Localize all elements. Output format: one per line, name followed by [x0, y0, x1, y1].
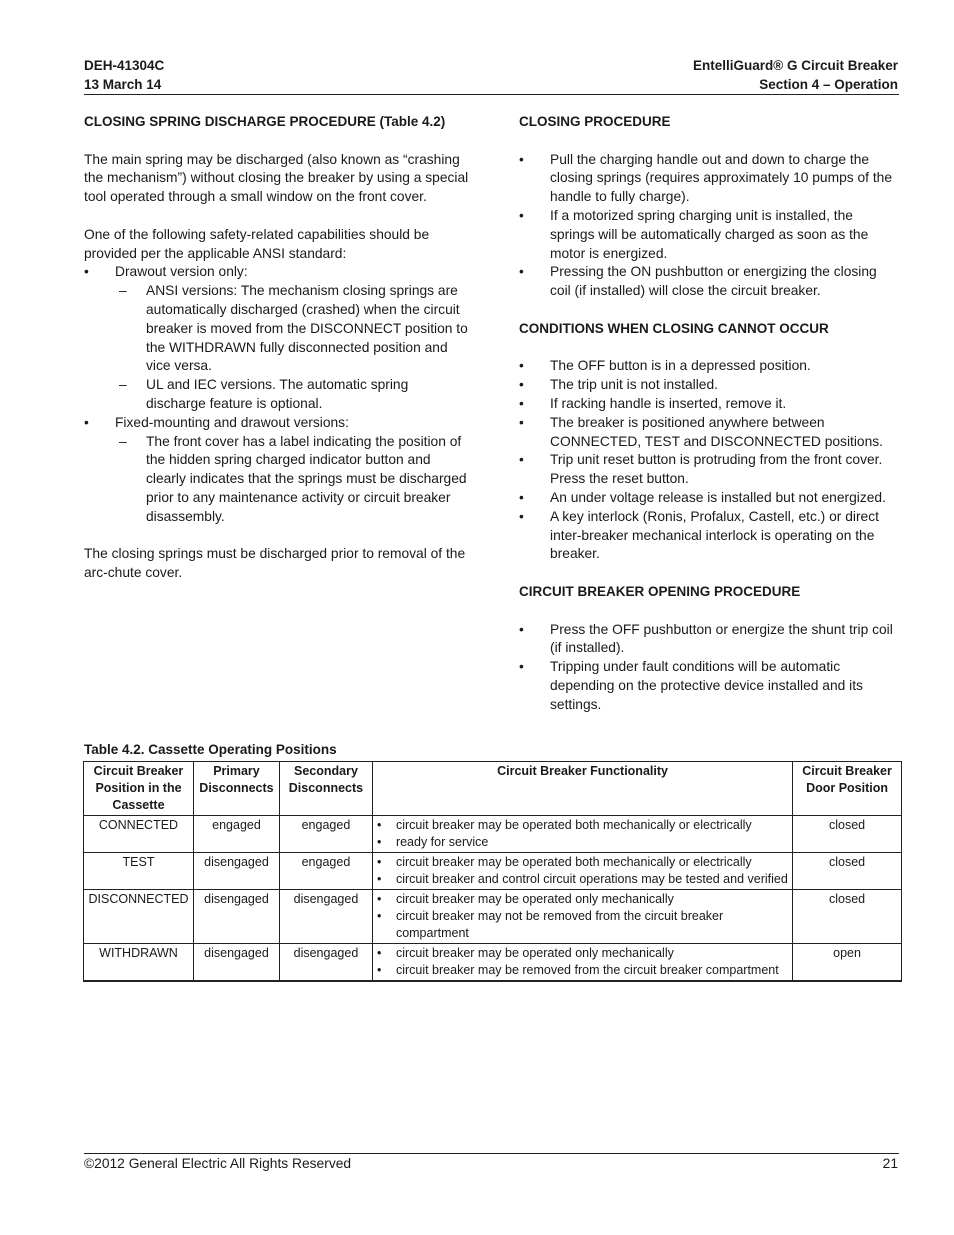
position-cell: WITHDRAWN	[84, 944, 194, 982]
list-item	[519, 451, 899, 489]
functionality-item	[377, 908, 788, 942]
list-item-text: Fixed-mounting and drawout versions:	[115, 414, 349, 430]
discharge-paragraph-3: The closing springs must be discharged prior to removal of the arc-chute cover.	[84, 546, 466, 581]
functionality-text: ready for service	[395, 835, 489, 849]
sub-list-item-text: The front cover has a label indicating the position of the hidden spring charged indicator button and clearly indicates that the springs must be discharged prior to any maintenance activity or circuit breaker disassembly.	[146, 433, 467, 524]
functionality-cell	[372, 944, 792, 982]
bullet-marker: •	[376, 892, 382, 906]
functionality-cell	[372, 890, 792, 944]
discharge-heading: CLOSING SPRING DISCHARGE PROCEDURE (Table 4.2)	[84, 114, 446, 129]
bullet-marker: •	[376, 818, 382, 832]
doc-number: DEH-41304C	[84, 58, 165, 73]
opening-procedure-heading: CIRCUIT BREAKER OPENING PROCEDURE	[519, 583, 801, 599]
functionality-text: circuit breaker may be operated only mechanically	[395, 946, 674, 960]
left-column	[84, 113, 469, 583]
dash-marker: –	[119, 377, 127, 393]
bullet-marker: •	[376, 872, 382, 886]
position-cell: TEST	[84, 853, 194, 890]
sub-list-item-text: ANSI versions: The mechanism closing springs are automatically discharged (crashed) when the circuit breaker is moved from the DISCONNECT position to the WITHDRAWN fully disconnected position and vice versa.	[146, 283, 468, 374]
list-item-text: Drawout version only:	[115, 264, 248, 280]
list-item	[519, 207, 899, 263]
bullet-marker: •	[519, 414, 524, 430]
door-cell: closed	[793, 890, 902, 944]
list-item-text: The OFF button is in a depressed position.	[550, 358, 811, 374]
table-caption: Table 4.2. Cassette Operating Positions	[84, 742, 337, 757]
secondary-cell: disengaged	[279, 944, 372, 982]
list-item-text: If racking handle is inserted, remove it.	[550, 395, 787, 411]
list-item	[84, 414, 469, 527]
list-item-text: The trip unit is not installed.	[550, 377, 718, 393]
functionality-item	[377, 834, 788, 851]
table-row	[84, 944, 902, 982]
functionality-item	[377, 817, 788, 834]
functionality-text: circuit breaker may be operated both mechanically or electrically	[395, 818, 752, 832]
functionality-text: circuit breaker and control circuit operations may be tested and verified	[395, 872, 788, 886]
bullet-marker: •	[519, 151, 524, 167]
column-header: Secondary Disconnects	[279, 762, 372, 816]
list-item	[84, 263, 469, 413]
bullet-marker: •	[84, 414, 89, 430]
secondary-cell: engaged	[279, 853, 372, 890]
bullet-marker: •	[519, 659, 524, 675]
list-item-text: Tripping under fault conditions will be automatic depending on the protective device installed and its settings.	[550, 659, 863, 712]
discharge-paragraph-1: The main spring may be discharged (also known as “crashing the mechanism”) without closing the breaker by using a special tool operated through a small window on the front cover.	[84, 151, 469, 205]
doc-date: 13 March 14	[84, 77, 162, 92]
opening-procedure-list	[519, 621, 899, 715]
bullet-marker: •	[519, 508, 524, 524]
copyright: ©2012 General Electric All Rights Reserved	[84, 1156, 352, 1171]
bullet-marker: •	[519, 395, 524, 411]
bullet-marker: •	[519, 207, 524, 223]
primary-cell: engaged	[193, 816, 279, 853]
dash-marker: –	[119, 433, 127, 449]
sub-list	[115, 282, 469, 414]
header-divider	[84, 94, 899, 95]
closing-procedure-list	[519, 151, 899, 301]
list-item	[519, 151, 899, 207]
closing-procedure-heading: CLOSING PROCEDURE	[519, 114, 671, 129]
list-item-text: An under voltage release is installed but not energized.	[550, 489, 886, 505]
bullet-marker: •	[376, 946, 382, 960]
conditions-heading: CONDITIONS WHEN CLOSING CANNOT OCCUR	[519, 320, 829, 336]
discharge-paragraph-2: One of the following safety-related capabilities should be provided per the applicable ANSI standard:	[84, 226, 430, 261]
primary-cell: disengaged	[193, 853, 279, 890]
primary-cell: disengaged	[193, 944, 279, 982]
header-left	[84, 56, 164, 94]
bullet-marker: •	[519, 489, 524, 505]
table-row	[84, 853, 902, 890]
list-item	[519, 376, 899, 395]
sub-list-item	[115, 282, 469, 376]
table-row	[84, 890, 902, 944]
list-item	[519, 414, 899, 452]
section-title: Section 4 – Operation	[759, 77, 898, 92]
position-cell: DISCONNECTED	[84, 890, 194, 944]
bullet-marker: •	[519, 377, 524, 393]
column-header: Primary Disconnects	[193, 762, 279, 816]
functionality-item	[377, 945, 788, 962]
safety-capability-list	[84, 263, 469, 526]
list-item-text: Pull the charging handle out and down to charge the closing springs (requires approximately 10 pumps of the handle to fully charge).	[550, 151, 893, 205]
door-cell: closed	[793, 816, 902, 853]
bullet-marker: •	[84, 264, 89, 280]
functionality-text: circuit breaker may be operated only mechanically	[395, 892, 674, 906]
column-header: Circuit Breaker Position in the Cassette	[84, 762, 194, 816]
bullet-marker: •	[376, 855, 382, 869]
bullet-marker: •	[519, 621, 524, 637]
list-item-text: Trip unit reset button is protruding from the front cover. Press the reset button.	[550, 452, 883, 487]
primary-cell: disengaged	[193, 890, 279, 944]
sub-list	[115, 433, 469, 527]
list-item	[519, 489, 899, 508]
functionality-item	[377, 871, 788, 888]
bullet-marker: •	[519, 358, 524, 374]
cassette-positions-table	[83, 761, 902, 982]
page-number: 21	[882, 1156, 898, 1171]
right-column	[519, 113, 899, 715]
list-item	[519, 621, 899, 659]
list-item-text: The breaker is positioned anywhere between CONNECTED, TEST and DISCONNECTED positions.	[550, 414, 883, 449]
functionality-item	[377, 854, 788, 871]
functionality-item	[377, 891, 788, 908]
list-item	[519, 263, 899, 301]
footer-divider	[84, 1153, 899, 1154]
header-right	[693, 56, 898, 94]
bullet-marker: •	[376, 963, 382, 977]
conditions-list	[519, 357, 899, 564]
functionality-text: circuit breaker may be removed from the circuit breaker compartment	[395, 963, 779, 977]
list-item	[519, 395, 899, 414]
bullet-marker: •	[519, 264, 524, 280]
list-item-text: If a motorized spring charging unit is installed, the springs will be automatically charged as soon as the motor is energized.	[550, 207, 869, 261]
door-cell: open	[793, 944, 902, 982]
column-header: Circuit Breaker Functionality	[372, 762, 792, 816]
table-header-row	[84, 762, 902, 816]
sub-list-item	[115, 376, 469, 414]
position-cell: CONNECTED	[84, 816, 194, 853]
list-item	[519, 357, 899, 376]
functionality-item	[377, 962, 788, 979]
table-row	[84, 816, 902, 853]
product-title: EntelliGuard® G Circuit Breaker	[692, 58, 898, 73]
list-item-text: Pressing the ON pushbutton or energizing the closing coil (if installed) will close the circuit breaker.	[550, 264, 877, 299]
secondary-cell: disengaged	[279, 890, 372, 944]
list-item-text: A key interlock (Ronis, Profalux, Castell, etc.) or direct inter-breaker mechanical interlock is operating on the breaker.	[550, 508, 879, 562]
functionality-text: circuit breaker may not be removed from the circuit breaker compartment	[395, 909, 724, 940]
functionality-text: circuit breaker may be operated both mechanically or electrically	[395, 855, 752, 869]
bullet-marker: •	[376, 909, 382, 923]
secondary-cell: engaged	[279, 816, 372, 853]
list-item-text: Press the OFF pushbutton or energize the shunt trip coil (if installed).	[550, 621, 893, 656]
dash-marker: –	[119, 283, 127, 299]
list-item	[519, 508, 899, 564]
column-header: Circuit Breaker Door Position	[793, 762, 902, 816]
bullet-marker: •	[519, 452, 524, 468]
sub-list-item	[115, 433, 469, 527]
sub-list-item-text: UL and IEC versions. The automatic spring discharge feature is optional.	[146, 377, 409, 411]
bullet-marker: •	[376, 835, 382, 849]
door-cell: closed	[793, 853, 902, 890]
functionality-cell	[372, 853, 792, 890]
functionality-cell	[372, 816, 792, 853]
list-item	[519, 658, 899, 714]
